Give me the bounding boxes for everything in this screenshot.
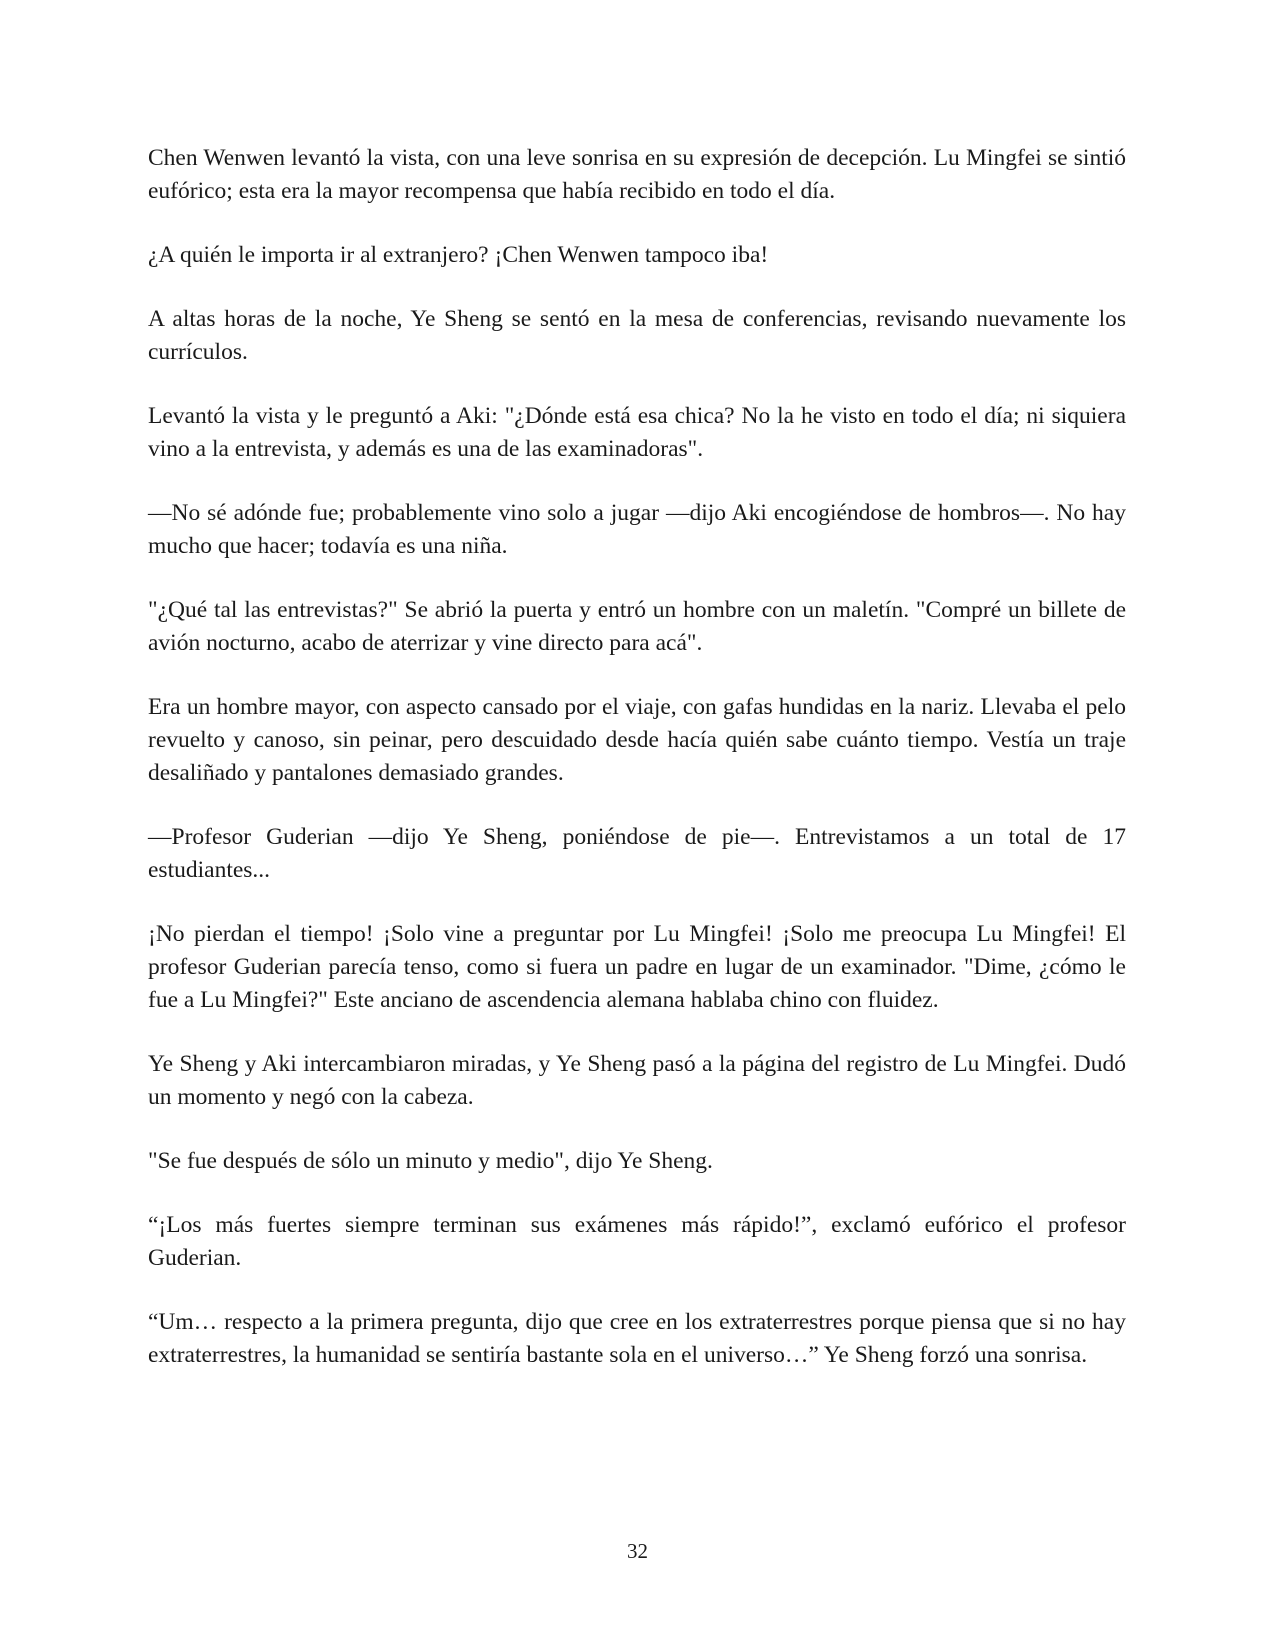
paragraph-9: ¡No pierdan el tiempo! ¡Solo vine a preguntar por Lu Mingfei! ¡Solo me preocupa Lu Mingfei! El profesor Guderian parecía tenso, como si fuera un padre en lugar de un examinador. "Dime, ¿cómo le fue a Lu Mingfei?" Este anciano de ascendencia alemana hablaba chino con fluidez.	[148, 921, 1126, 1013]
paragraph-7: Era un hombre mayor, con aspecto cansado por el viaje, con gafas hundidas en la nariz. Llevaba el pelo revuelto y canoso, sin peinar, pero descuidado desde hacía quién sabe cuánto tiempo. Vestía un traje desaliñado y pantalones demasiado grandes.	[148, 694, 1126, 786]
paragraph-2: ¿A quién le importa ir al extranjero? ¡Chen Wenwen tampoco iba!	[148, 242, 769, 268]
paragraph-1: Chen Wenwen levantó la vista, con una leve sonrisa en su expresión de decepción. Lu Mingfei se sintió eufórico; esta era la mayor recompensa que había recibido en todo el día.	[148, 145, 1126, 204]
paragraph-6: "¿Qué tal las entrevistas?" Se abrió la puerta y entró un hombre con un maletín. "Compré un billete de avión nocturno, acabo de aterrizar y vine directo para acá".	[148, 597, 1126, 656]
paragraph-10: Ye Sheng y Aki intercambiaron miradas, y Ye Sheng pasó a la página del registro de Lu Mingfei. Dudó un momento y negó con la cabeza.	[148, 1051, 1126, 1110]
page-body	[148, 142, 1126, 1403]
paragraph-3: A altas horas de la noche, Ye Sheng se sentó en la mesa de conferencias, revisando nuevamente los currículos.	[148, 306, 1126, 365]
paragraph-8: —Profesor Guderian —dijo Ye Sheng, poniéndose de pie—. Entrevistamos a un total de 17 estudiantes...	[148, 824, 1126, 883]
paragraph-11: "Se fue después de sólo un minuto y medio", dijo Ye Sheng.	[148, 1148, 713, 1174]
paragraph-4: Levantó la vista y le preguntó a Aki: "¿Dónde está esa chica? No la he visto en todo el día; ni siquiera vino a la entrevista, y además es una de las examinadoras".	[148, 403, 1126, 462]
page-number: 32	[627, 1539, 648, 1563]
paragraph-13: “Um… respecto a la primera pregunta, dijo que cree en los extraterrestres porque piensa que si no hay extraterrestres, la humanidad se sentiría bastante sola en el universo…” Ye Sheng forzó una sonrisa.	[148, 1309, 1126, 1368]
paragraph-12: “¡Los más fuertes siempre terminan sus exámenes más rápido!”, exclamó eufórico el profesor Guderian.	[148, 1212, 1126, 1271]
paragraph-5: —No sé adónde fue; probablemente vino solo a jugar —dijo Aki encogiéndose de hombros—. No hay mucho que hacer; todavía es una niña.	[148, 500, 1126, 559]
